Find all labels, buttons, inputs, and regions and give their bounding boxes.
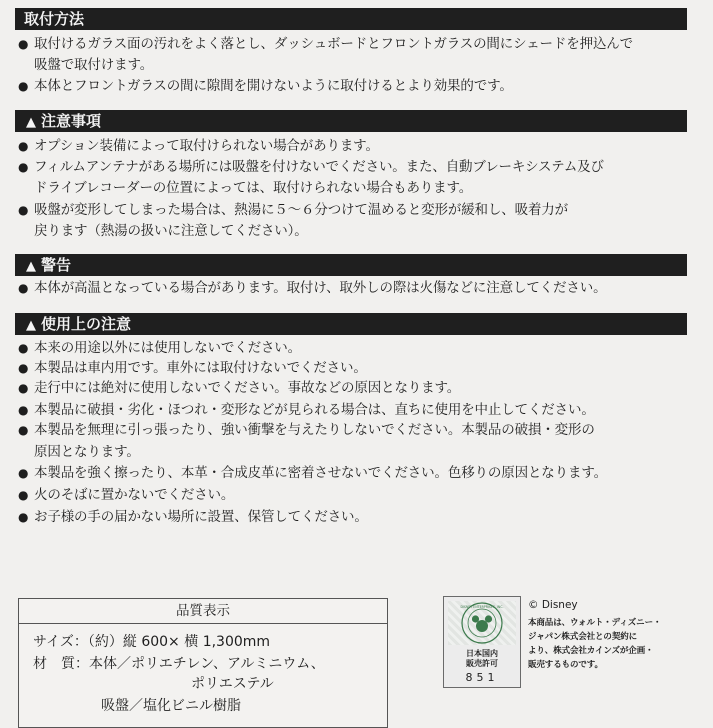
- bullet-icon: ●: [18, 341, 29, 355]
- list-item-continuation: 原因となります。: [34, 444, 140, 460]
- list-item: ● 本来の用途以外には使用しないでください。: [18, 340, 301, 356]
- list-item: ● 走行中には絶対に使用しないでください。事故などの原因となります。: [18, 380, 461, 396]
- size-label: サイズ：: [33, 634, 88, 650]
- list-item: ● 本製品は車内用です。車外には取付けないでください。: [18, 360, 367, 376]
- copyright-mark: © Disney: [528, 599, 578, 611]
- bullet-icon: ●: [18, 37, 29, 51]
- license-label: 日本国内: [466, 649, 498, 658]
- bullet-icon: ●: [18, 361, 29, 375]
- bullet-icon: ●: [18, 281, 29, 295]
- section-header-warning: [15, 254, 687, 276]
- list-item: ● 吸盤が変形してしまった場合は、熱湯に５～６分つけて温めると変形が緩和し、吸着力が: [18, 202, 568, 218]
- list-item: ● 本製品を無理に引っ張ったり、強い衝撃を与えたりしないでください。本製品の破損・変形の: [18, 422, 595, 438]
- list-item: ● 本製品に破損・劣化・ほつれ・変形などが見られる場合は、直ちに使用を中止してください。: [18, 402, 595, 418]
- list-item: ● 本体が高温となっている場合があります。取付け、取外しの際は火傷などに注意してください。: [18, 280, 607, 296]
- section-header-cautions: [15, 110, 687, 132]
- copyright-text: ジャパン株式会社との契約に: [528, 632, 638, 642]
- warning-icon: ▲: [26, 259, 36, 274]
- material-value-continued: 吸盤／塩化ビニル樹脂: [101, 698, 241, 714]
- list-item-continuation: 戻ります（熱湯の扱いに注意してください）。: [34, 223, 308, 239]
- quality-title: 品質表示: [19, 599, 387, 624]
- disney-seal-graphic: [448, 601, 516, 645]
- bullet-icon: ●: [18, 423, 29, 437]
- license-label: 販売許可: [466, 659, 498, 668]
- copyright-text: 販売するものです。: [528, 660, 603, 670]
- section-title: 警告: [41, 256, 72, 274]
- list-item: ● 本製品を強く擦ったり、本革・合成皮革に密着させないでください。色移りの原因となります。: [18, 465, 607, 481]
- bullet-icon: ●: [18, 466, 29, 480]
- size-value: （約）縦 600× 横 1,300mm: [87, 634, 271, 650]
- list-item: ● フィルムアンテナがある場所には吸盤を付けないでください。また、自動ブレーキシステム及び: [18, 159, 604, 175]
- bullet-icon: ●: [18, 79, 29, 93]
- material-row: [33, 654, 325, 674]
- license-seal: [443, 596, 521, 688]
- warning-icon: ▲: [26, 318, 36, 333]
- quality-label-box: [18, 598, 388, 728]
- list-item: ● 本体とフロントガラスの間に隙間を開けないように取付けるとより効果的です。: [18, 78, 513, 94]
- copyright-text: より、株式会社カインズが企画・: [528, 646, 654, 656]
- list-item: ● お子様の手の届かない場所に設置、保管してください。: [18, 509, 368, 525]
- warning-icon: ▲: [26, 115, 36, 130]
- material-value: 本体／ポリエチレン、アルミニウム、: [89, 656, 325, 672]
- section-title: 注意事項: [41, 112, 102, 130]
- material-label: 材 質：: [33, 656, 89, 672]
- list-item: ● 取付けるガラス面の汚れをよく落とし、ダッシュボードとフロントガラスの間にシェードを押込んで: [18, 36, 633, 52]
- list-item-continuation: 吸盤で取付けます。: [34, 57, 154, 73]
- bullet-icon: ●: [18, 488, 29, 502]
- list-item: ● オプション装備によって取付けられない場合があります。: [18, 138, 379, 154]
- bullet-icon: ●: [18, 403, 29, 417]
- seal-text: DISNEY ENTERPRISES, INC.: [460, 605, 504, 609]
- list-item: ● 火のそばに置かないでください。: [18, 487, 235, 503]
- copyright-text: 本商品は、ウォルト・ディズニー・: [528, 618, 662, 628]
- bullet-icon: ●: [18, 510, 29, 524]
- section-header-mounting: [15, 8, 687, 30]
- section-header-usage: [15, 313, 687, 335]
- material-value-continued: ポリエステル: [191, 676, 274, 692]
- section-title: 取付方法: [24, 10, 85, 28]
- bullet-icon: ●: [18, 203, 29, 217]
- mickey-seal-icon: [460, 601, 504, 645]
- bullet-icon: ●: [18, 139, 29, 153]
- section-title: 使用上の注意: [41, 315, 132, 333]
- list-item-continuation: ドライブレコーダーの位置によっては、取付けられない場合もあります。: [34, 180, 473, 196]
- size-row: [33, 632, 270, 652]
- license-number: 851: [465, 671, 499, 684]
- bullet-icon: ●: [18, 381, 29, 395]
- bullet-icon: ●: [18, 160, 29, 174]
